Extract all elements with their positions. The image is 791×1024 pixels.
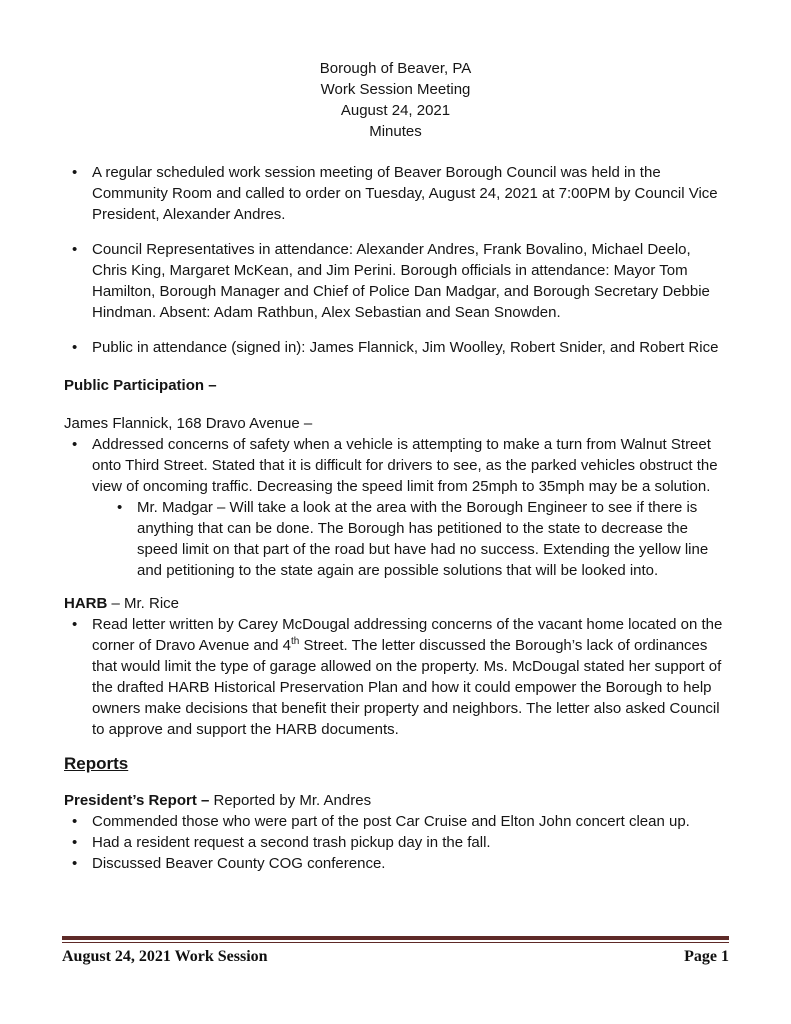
public-participation-heading: Public Participation –	[64, 377, 217, 394]
header-line-date: August 24, 2021	[340, 102, 451, 119]
document-footer	[62, 936, 729, 967]
footer-session-label: August 24, 2021 Work Session	[62, 948, 268, 965]
harb-bullet-post: Street. The letter discussed the Borough’s lack of ordinances that would limit the type of garage allowed on the property. Ms. McDougal stated her support of the drafted HARB Historical Preservation Plan and how it could empower the Borough to help owners make decisions that benefit their property and neighbors. The letter also asked Council to approve and support the HARB documents.	[92, 637, 722, 738]
header-line-meeting: Work Session Meeting	[320, 81, 471, 98]
harb-heading-rest: – Mr. Rice	[107, 595, 180, 612]
presidents-report-bullet-list	[64, 811, 727, 874]
list-item: • A regular scheduled work session meeting of Beaver Borough Council was held in the Community Room and called to order on Tuesday, August 24, 2021 at 7:00PM by Council Vice President, Alexander Andres.	[64, 162, 727, 225]
list-item: • Public in attendance (signed in): James Flannick, Jim Woolley, Robert Snider, and Robert Rice	[64, 337, 727, 358]
presidents-report-heading-bold: President’s Report –	[64, 792, 210, 809]
list-item	[64, 614, 727, 740]
list-item: • Commended those who were part of the post Car Cruise and Elton John concert clean up.	[64, 811, 727, 832]
harb-heading	[64, 593, 727, 614]
speaker-line: James Flannick, 168 Dravo Avenue –	[64, 415, 313, 432]
footer-page-number: Page 1	[684, 948, 729, 965]
header-line-minutes: Minutes	[369, 123, 422, 140]
list-item: • Discussed Beaver County COG conference.	[64, 853, 727, 874]
james-flannick-sub-bullet-list	[109, 497, 727, 581]
intro-bullet-list	[64, 162, 727, 358]
ordinal-superscript: th	[291, 636, 300, 647]
harb-bullet-list	[64, 614, 727, 740]
list-item: • Mr. Madgar – Will take a look at the area with the Borough Engineer to see if there is anything that can be done. The Borough has petitioned to the state to decrease the speed limit on that part of the road but have had no success. Extending the yellow line and petitioning to the state again are possible solutions that will be looked into.	[109, 497, 727, 581]
harb-heading-bold: HARB	[64, 595, 108, 612]
james-flannick-bullet-list	[64, 434, 727, 497]
footer-text-row	[62, 946, 729, 967]
harb-bullet-pre: Read letter written by Carey McDougal addressing concerns of the vacant home located on the corner of Dravo Avenue and 4	[92, 616, 723, 654]
reports-section-heading: Reports	[64, 754, 129, 773]
list-item: • Addressed concerns of safety when a vehicle is attempting to make a turn from Walnut Street onto Third Street. Stated that it is difficult for drivers to see, as the parked vehicles obstruct the view of oncoming traffic. Decreasing the speed limit from 25mph to 35mph may be a solution.	[64, 434, 727, 497]
document-header	[64, 58, 727, 142]
presidents-report-heading-rest: Reported by Mr. Andres	[209, 792, 372, 809]
list-item: • Had a resident request a second trash pickup day in the fall.	[64, 832, 727, 853]
footer-divider-rule	[62, 936, 729, 943]
list-item: • Council Representatives in attendance: Alexander Andres, Frank Bovalino, Michael Deelo, Chris King, Margaret McKean, and Jim Perini. Borough officials in attendance: Mayor Tom Hamilton, Borough Manager and Chief of Police Dan Madgar, and Borough Secretary Debbie Hindman. Absent: Adam Rathbun, Alex Sebastian and Sean Snowden.	[64, 239, 727, 323]
header-line-org: Borough of Beaver, PA	[319, 60, 472, 77]
presidents-report-heading	[64, 790, 727, 811]
